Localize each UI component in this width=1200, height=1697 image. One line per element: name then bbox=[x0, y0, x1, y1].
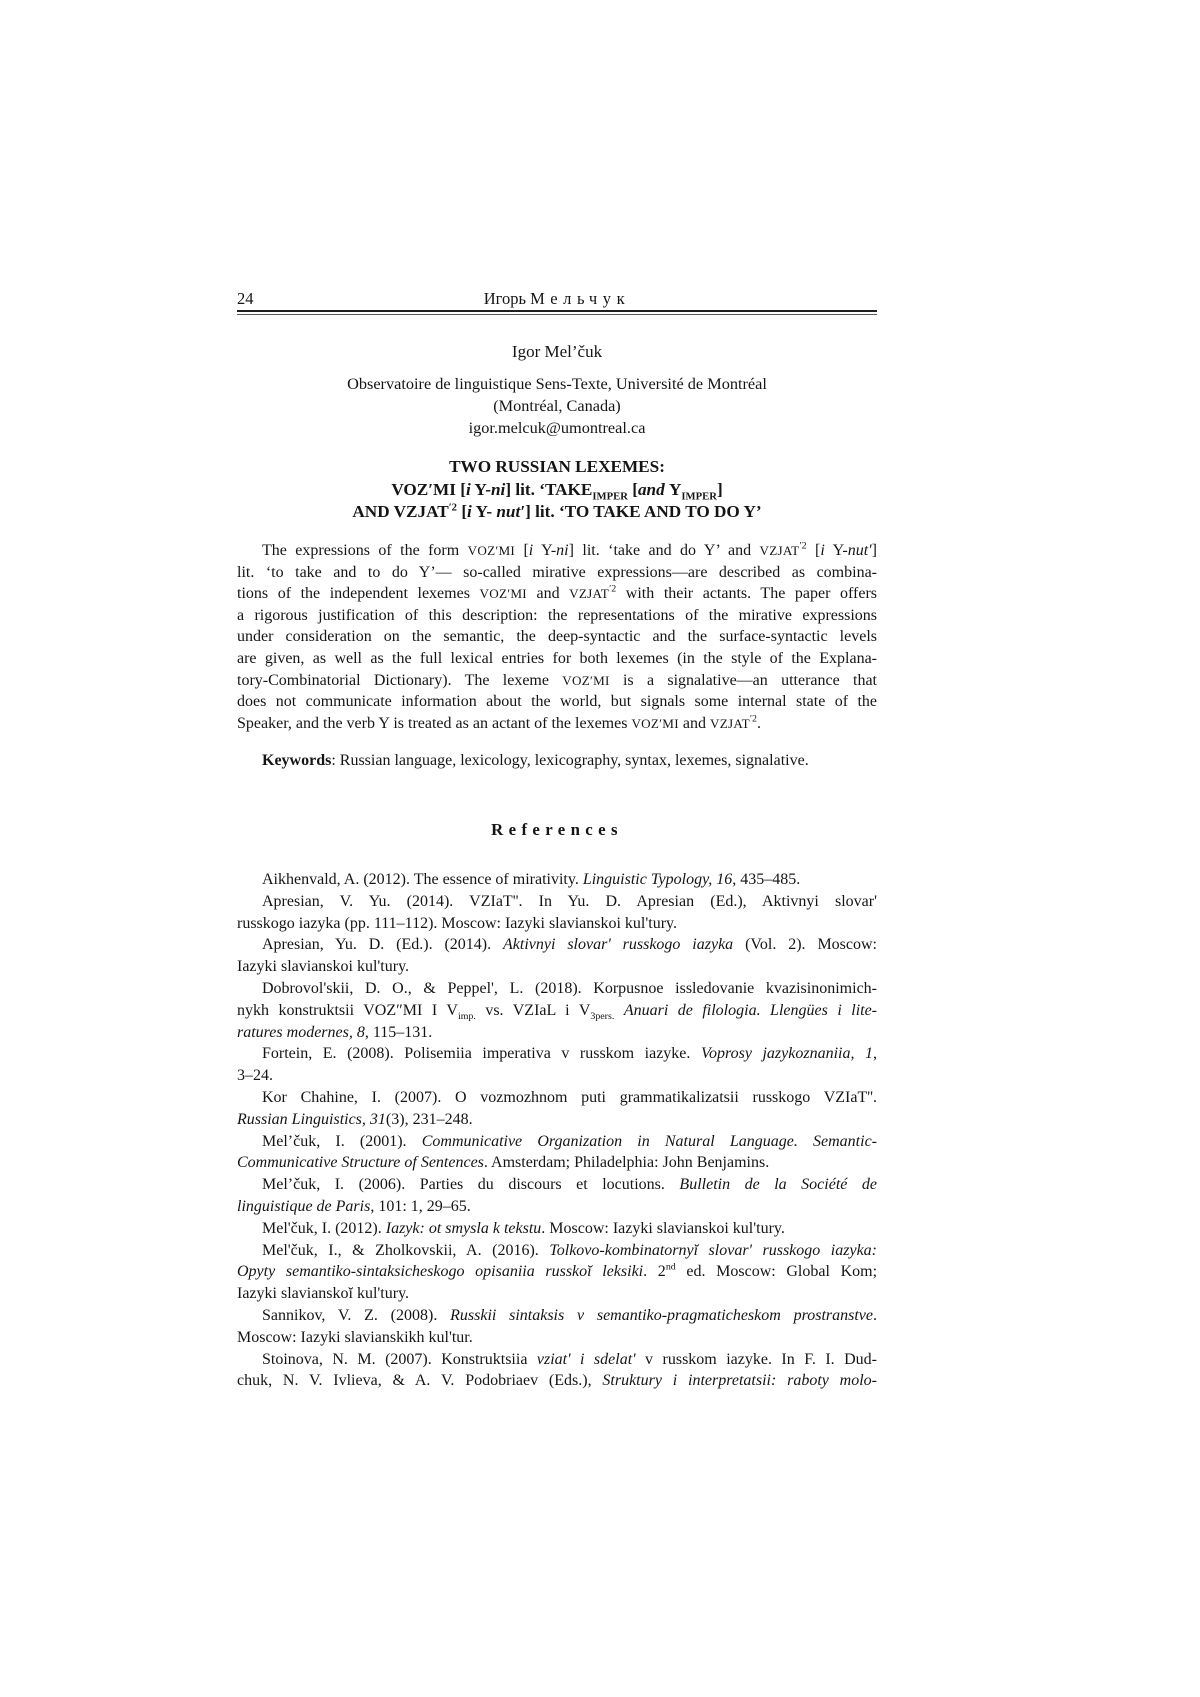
text-line: nykh konstruktsii VOZ″MI I $V_{imp.}$ vs. VZIaL i $V_{3pers.}$ Anuari de filologia. Llengües i lite- bbox=[237, 1001, 878, 1022]
reference-entry bbox=[237, 1305, 877, 1349]
abstract bbox=[237, 540, 877, 734]
page-number: 24 bbox=[237, 289, 254, 308]
text-line: Communicative Structure of Sentences. Amsterdam; Philadelphia: John Benjamins. bbox=[237, 1154, 770, 1172]
text-line: Kor Chahine, I. (2007). O vozmozhnom puti grammatikalizatsii russkogo VZIaT''. bbox=[262, 1088, 877, 1106]
text-line: Speaker, and the verb Y is treated as an actant of the lexemes VOZ′MI and $VZJAT^{'2}$. bbox=[237, 713, 762, 732]
text-line: russkogo iazyka (pp. 111–112). Moscow: Iazyki slavianskoi kul'tury. bbox=[237, 914, 677, 932]
text-line: Opyty semantiko-sintaksicheskogo opisaniia russkoĭ leksiki. 2nd ed. Moscow: Global Kom; bbox=[237, 1262, 878, 1281]
references-list bbox=[237, 869, 877, 1392]
text-line: Sannikov, V. Z. (2008). Russkii sintaksis v semantiko-pragmaticheskom prostranstve. bbox=[262, 1306, 877, 1324]
header-rule bbox=[237, 310, 877, 315]
running-title bbox=[237, 289, 877, 309]
text-line: Iazyki slavianskoĭ kul'tury. bbox=[237, 1285, 410, 1303]
text-line: 3–24. bbox=[237, 1067, 273, 1085]
text-line: chuk, N. V. Ivlieva, & A. V. Podobriaev (Eds.), Struktury i interpretatsii: raboty molo- bbox=[237, 1372, 877, 1390]
text-line: does not communicate information about the world, but signals some internal state of the bbox=[237, 693, 877, 711]
reference-entry bbox=[237, 869, 877, 891]
text-line: Moscow: Iazyki slavianskikh kul'tur. bbox=[237, 1328, 473, 1346]
text-line: under consideration on the semantic, the deep-syntactic and the surface-syntactic levels bbox=[237, 628, 877, 646]
text-line: Keywords: Russian language, lexicology, lexicography, syntax, lexemes, signalative. bbox=[262, 752, 809, 769]
text-line: VOZ′MI [i Y-ni] lit. ‘$TAKE_{IMPER}$ [and $Y_{IMPER}$] bbox=[391, 479, 723, 502]
text-line: Aikhenvald, A. (2012). The essence of mirativity. Linguistic Typology, 16, 435–485. bbox=[262, 871, 801, 888]
text-line: The expressions of the form VOZ′MI [i Y-ni] lit. ‘take and do Y’ and $VZJAT^{'2}$ [i Y-nut′] bbox=[262, 540, 877, 559]
running-author-last: Мельчук bbox=[530, 289, 631, 308]
author-block bbox=[237, 341, 877, 439]
reference-entry bbox=[237, 978, 877, 1043]
text-line: Apresian, Yu. D. (Ed.). (2014). Aktivnyi slovar' russkogo iazyka (Vol. 2). Moscow: bbox=[262, 936, 877, 954]
text-line: Fortein, E. (2008). Polisemiia imperativa v russkom iazyke. Voprosy jazykoznaniia, 1, bbox=[262, 1045, 878, 1063]
text-line: Mel'čuk, I., & Zholkovskii, A. (2016). Tolkovo-kombinatornyĭ slovar' russkogo iazyka: bbox=[262, 1241, 877, 1259]
running-head bbox=[237, 289, 877, 309]
text-line: are given, as well as the full lexical entries for both lexemes (in the style of the Explana- bbox=[237, 649, 877, 667]
author-location: (Montréal, Canada) bbox=[493, 396, 621, 415]
text-line: linguistique de Paris, 101: 1, 29–65. bbox=[237, 1197, 471, 1215]
reference-entry bbox=[237, 1218, 877, 1240]
text-line: tions of the independent lexemes VOZ′MI and $VZJAT^{'2}$ with their actants. The paper offers bbox=[237, 583, 878, 603]
text-line: Iazyki slavianskoi kul'tury. bbox=[237, 958, 410, 976]
author-email: igor.melcuk@umontreal.ca bbox=[468, 418, 646, 437]
reference-entry bbox=[237, 1240, 877, 1305]
running-author-first: Игорь bbox=[483, 289, 527, 308]
article-title bbox=[237, 456, 877, 524]
text-line: ratures modernes, 8, 115–131. bbox=[237, 1023, 433, 1041]
reference-entry bbox=[237, 1131, 877, 1175]
reference-entry bbox=[237, 1349, 877, 1393]
reference-entry bbox=[237, 891, 877, 935]
text-line: lit. ‘to take and to do Y’— so-called mirative expressions—are described as combina- bbox=[237, 563, 877, 581]
author-name: Igor Mel’čuk bbox=[511, 342, 603, 361]
text-line: a rigorous justification of this description: the representations of the mirative expressions bbox=[237, 606, 877, 624]
text-line: Russian Linguistics, 31(3), 231–248. bbox=[237, 1110, 473, 1128]
text-line: Dobrovol'skii, D. O., & Peppel', L. (2018). Korpusnoe issledovanie kvazisinonimich- bbox=[262, 979, 877, 997]
keywords bbox=[237, 750, 877, 772]
reference-entry bbox=[237, 934, 877, 978]
text-line: Stoinova, N. M. (2007). Konstruktsiia vziat' i sdelat' v russkom iazyke. In F. I. Dud- bbox=[262, 1350, 878, 1368]
text-line: Mel'čuk, I. (2012). Iazyk: ot smysla k tekstu. Moscow: Iazyki slavianskoi kul'tury. bbox=[262, 1219, 785, 1237]
reference-entry bbox=[237, 1087, 877, 1131]
reference-entry bbox=[237, 1043, 877, 1087]
text-line: tory-Combinatorial Dictionary). The lexeme VOZ′MI is a signalative—an utterance that bbox=[237, 671, 878, 689]
text-line: Apresian, V. Yu. (2014). VZIaT''. In Yu. D. Apresian (Ed.), Aktivnyi slovar' bbox=[262, 892, 877, 910]
text-line: Mel’čuk, I. (2006). Parties du discours et locutions. Bulletin de la Société de bbox=[262, 1176, 877, 1194]
text-line: TWO RUSSIAN LEXEMES: bbox=[449, 457, 665, 476]
text-line: AND $VZJAT^{'2}$ [i Y- nut′] lit. ‘TO TAKE AND TO DO Y’ bbox=[352, 502, 762, 521]
text-line: Mel’čuk, I. (2001). Communicative Organization in Natural Language. Semantic- bbox=[262, 1132, 878, 1150]
reference-entry bbox=[237, 1174, 877, 1218]
author-affiliation: Observatoire de linguistique Sens-Texte, Université de Montréal bbox=[347, 374, 767, 393]
references-heading: References bbox=[491, 820, 623, 839]
